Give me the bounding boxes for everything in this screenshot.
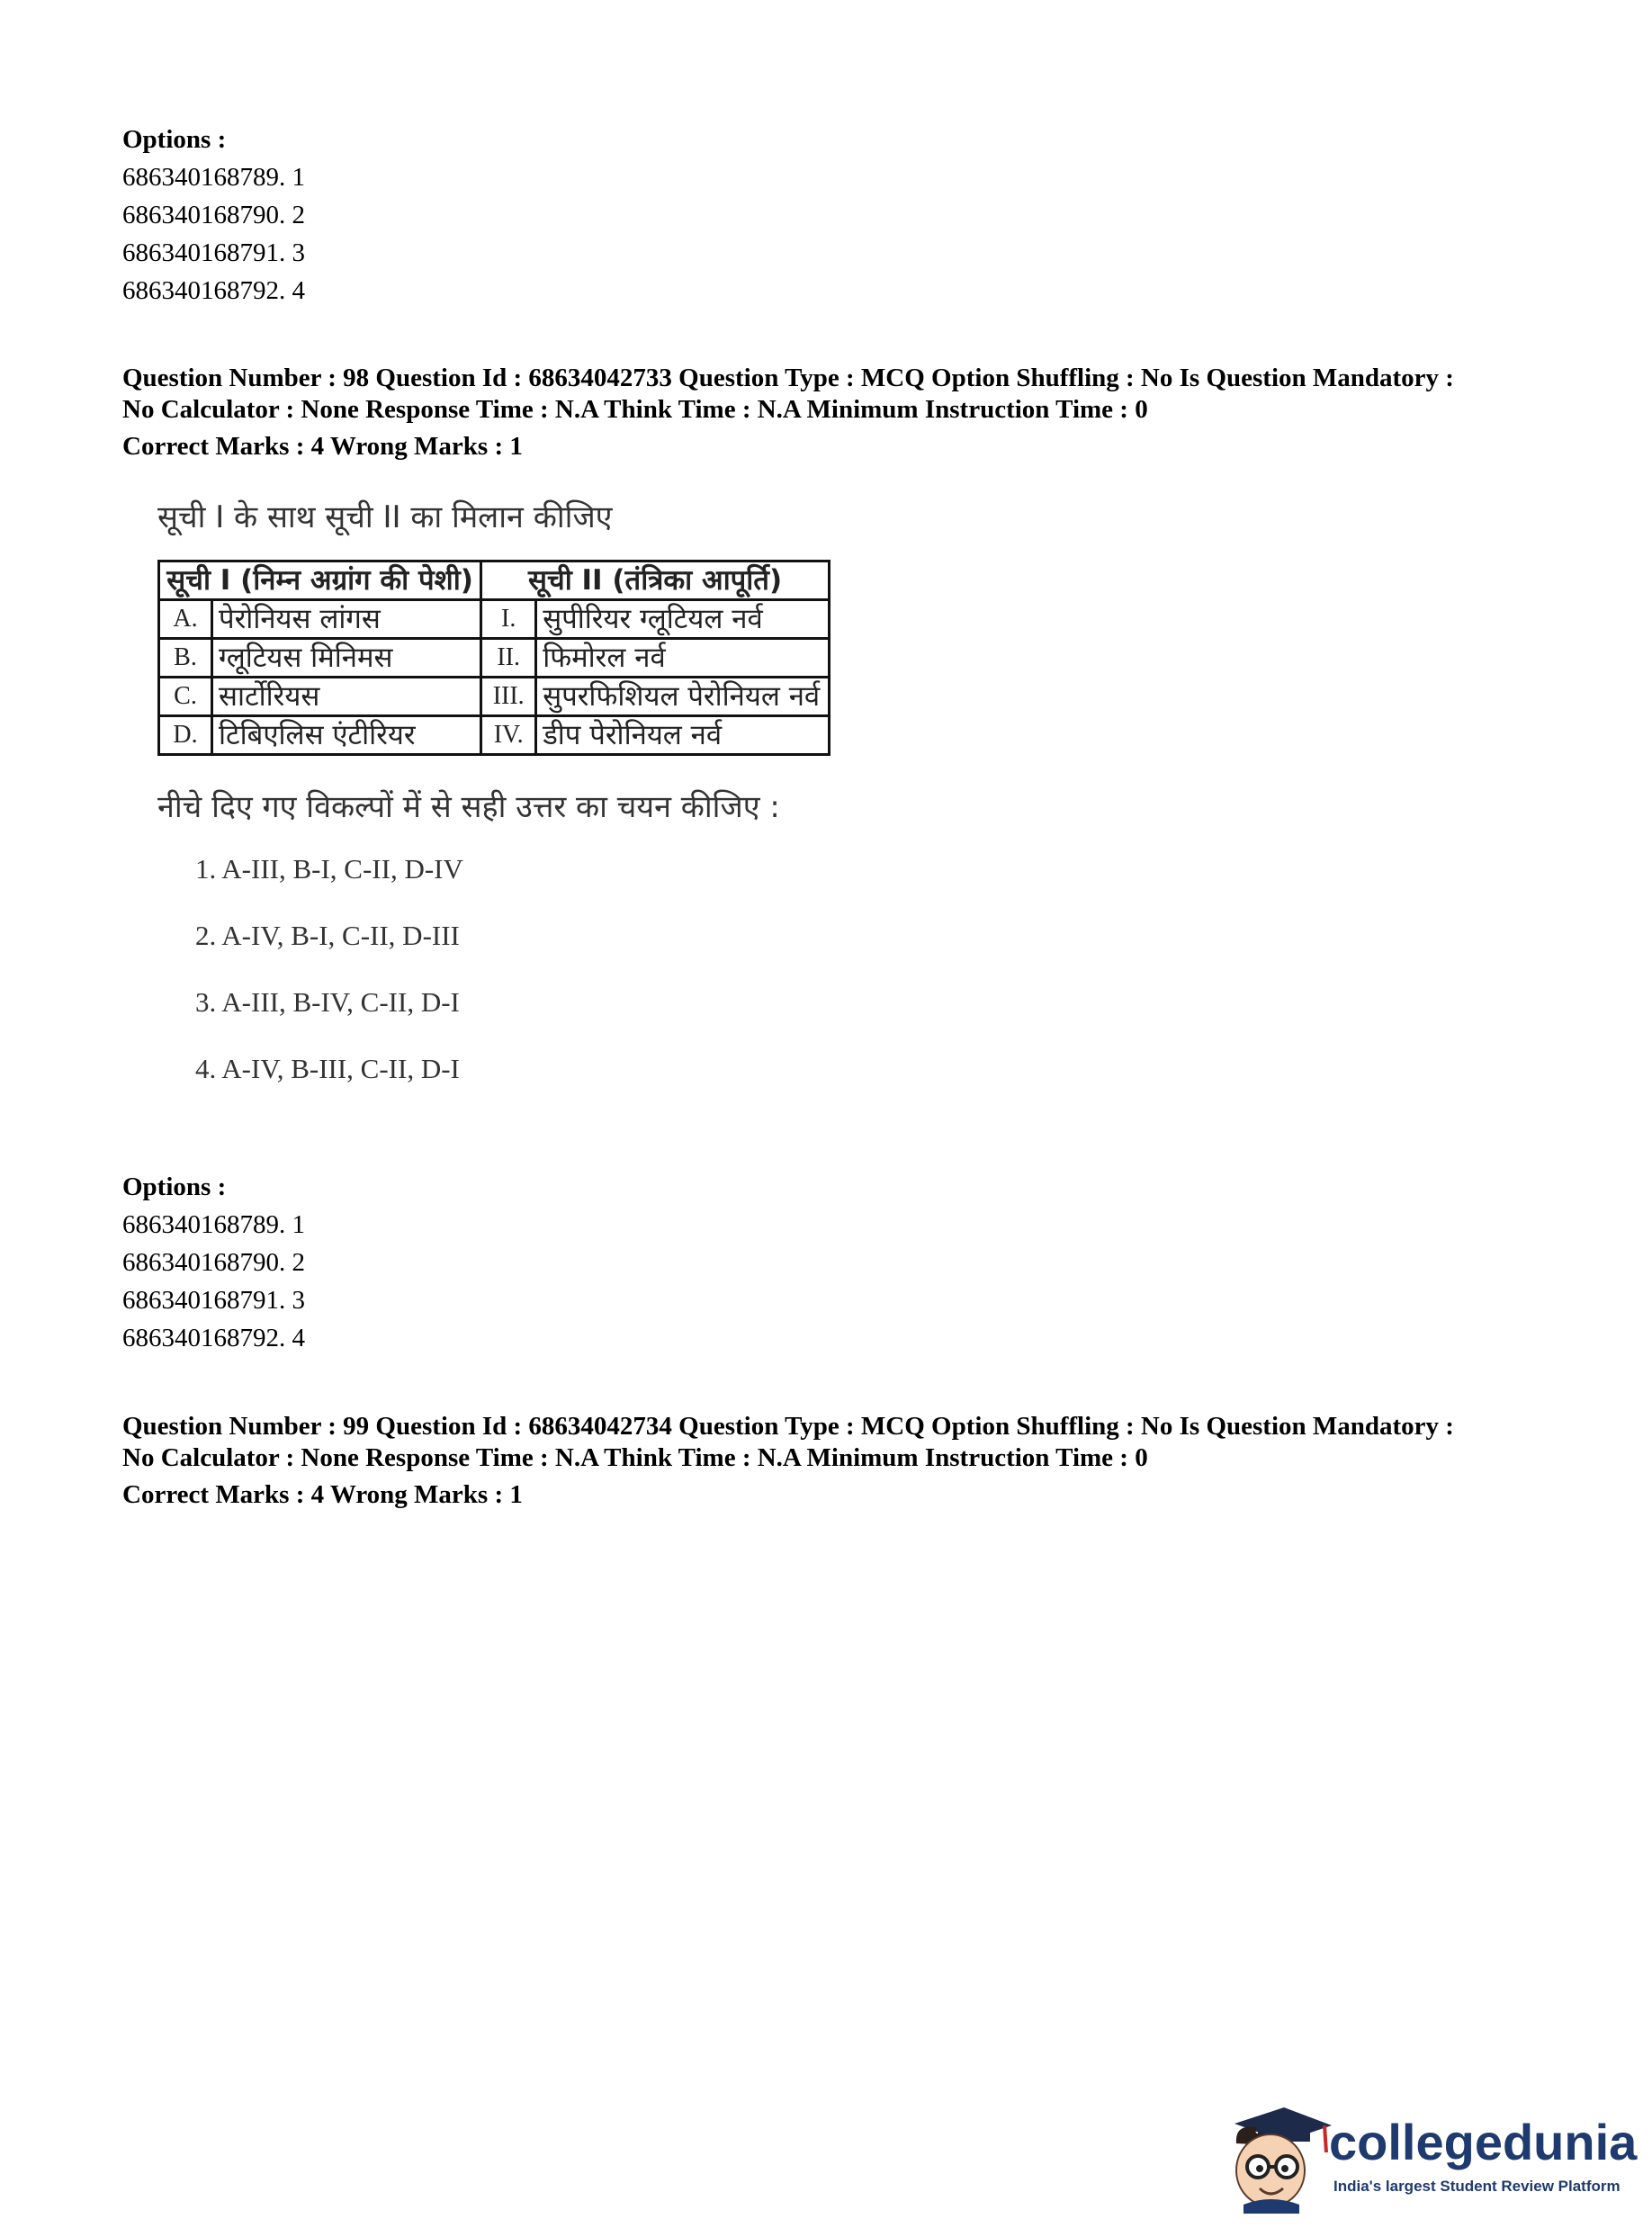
answer-choice: 2. A-IV, B-I, C-II, D-III [195, 920, 460, 951]
option-item: 686340168792. 4 [122, 1324, 305, 1352]
row-label: C. [159, 678, 212, 716]
row-label: A. [159, 600, 212, 639]
table-row [159, 716, 830, 755]
collegedunia-logo [1217, 2097, 1638, 2214]
row-label: I. [481, 600, 536, 639]
question-marks: Correct Marks : 4 Wrong Marks : 1 [122, 1480, 523, 1509]
question-meta-line: No Calculator : None Response Time : N.A Think Time : N.A Minimum Instruction Time : 0 [122, 395, 1148, 424]
question-98-metadata [122, 363, 1580, 463]
options-heading: Options : [122, 125, 227, 154]
option-item: 686340168790. 2 [122, 1248, 305, 1277]
row-nerve: डीप पेरोनियल नर्व [536, 716, 830, 755]
row-label: D. [159, 716, 212, 755]
row-nerve: सुपीरियर ग्लूटियल नर्व [536, 600, 830, 639]
option-item: 686340168789. 1 [122, 1210, 305, 1239]
row-muscle: ग्लूटियस मिनिमस [212, 639, 481, 678]
question-meta-line: No Calculator : None Response Time : N.A Think Time : N.A Minimum Instruction Time : 0 [122, 1443, 1148, 1472]
row-label: B. [159, 639, 212, 678]
match-table [157, 560, 830, 756]
row-muscle: टिबिएलिस एंटीरियर [212, 716, 481, 755]
logo-wordmark: collegedunia [1329, 2114, 1638, 2170]
question-meta-line: Question Number : 98 Question Id : 68634042733 Question Type : MCQ Option Shuffling : No Is Question Mandatory : [122, 364, 1454, 392]
row-muscle: पेरोनियस लांगस [212, 600, 481, 639]
row-label: III. [481, 678, 536, 716]
mascot-icon [1217, 2097, 1333, 2214]
table-row [159, 600, 830, 639]
table-header-list-1: सूची I (निम्न अग्रांग की पेशी) [159, 561, 481, 600]
option-item: 686340168790. 2 [122, 201, 305, 229]
question-marks: Correct Marks : 4 Wrong Marks : 1 [122, 432, 523, 461]
row-label: II. [481, 639, 536, 678]
options-block [122, 1168, 305, 1357]
question-99-metadata [122, 1411, 1580, 1511]
answer-choice: 1. A-III, B-I, C-II, D-IV [195, 853, 463, 885]
option-item: 686340168791. 3 [122, 238, 305, 267]
row-nerve: फिमोरल नर्व [536, 639, 830, 678]
row-nerve: सुपरफिशियल पेरोनियल नर्व [536, 678, 830, 716]
options-heading: Options : [122, 1172, 227, 1201]
option-item: 686340168789. 1 [122, 163, 305, 192]
row-label: IV. [481, 716, 536, 755]
question-98-body [157, 495, 859, 1119]
answer-choice: 4. A-IV, B-III, C-II, D-I [195, 1053, 460, 1084]
question-prompt: नीचे दिए गए विकल्पों में से सही उत्तर का चयन कीजिए : [157, 789, 780, 825]
option-item: 686340168792. 4 [122, 276, 305, 305]
logo-tagline: India's largest Student Review Platform [1333, 2178, 1621, 2195]
answer-choice: 3. A-III, B-IV, C-II, D-I [195, 986, 460, 1018]
option-item: 686340168791. 3 [122, 1286, 305, 1315]
table-header-list-2: सूची II (तंत्रिका आपूर्ति) [481, 561, 830, 600]
options-block [122, 121, 305, 310]
table-row [159, 639, 830, 678]
table-row [159, 678, 830, 716]
question-intro: सूची I के साथ सूची II का मिलान कीजिए [157, 499, 613, 535]
question-meta-line: Question Number : 99 Question Id : 68634042734 Question Type : MCQ Option Shuffling : No Is Question Mandatory : [122, 1412, 1454, 1441]
row-muscle: सार्टोरियस [212, 678, 481, 716]
